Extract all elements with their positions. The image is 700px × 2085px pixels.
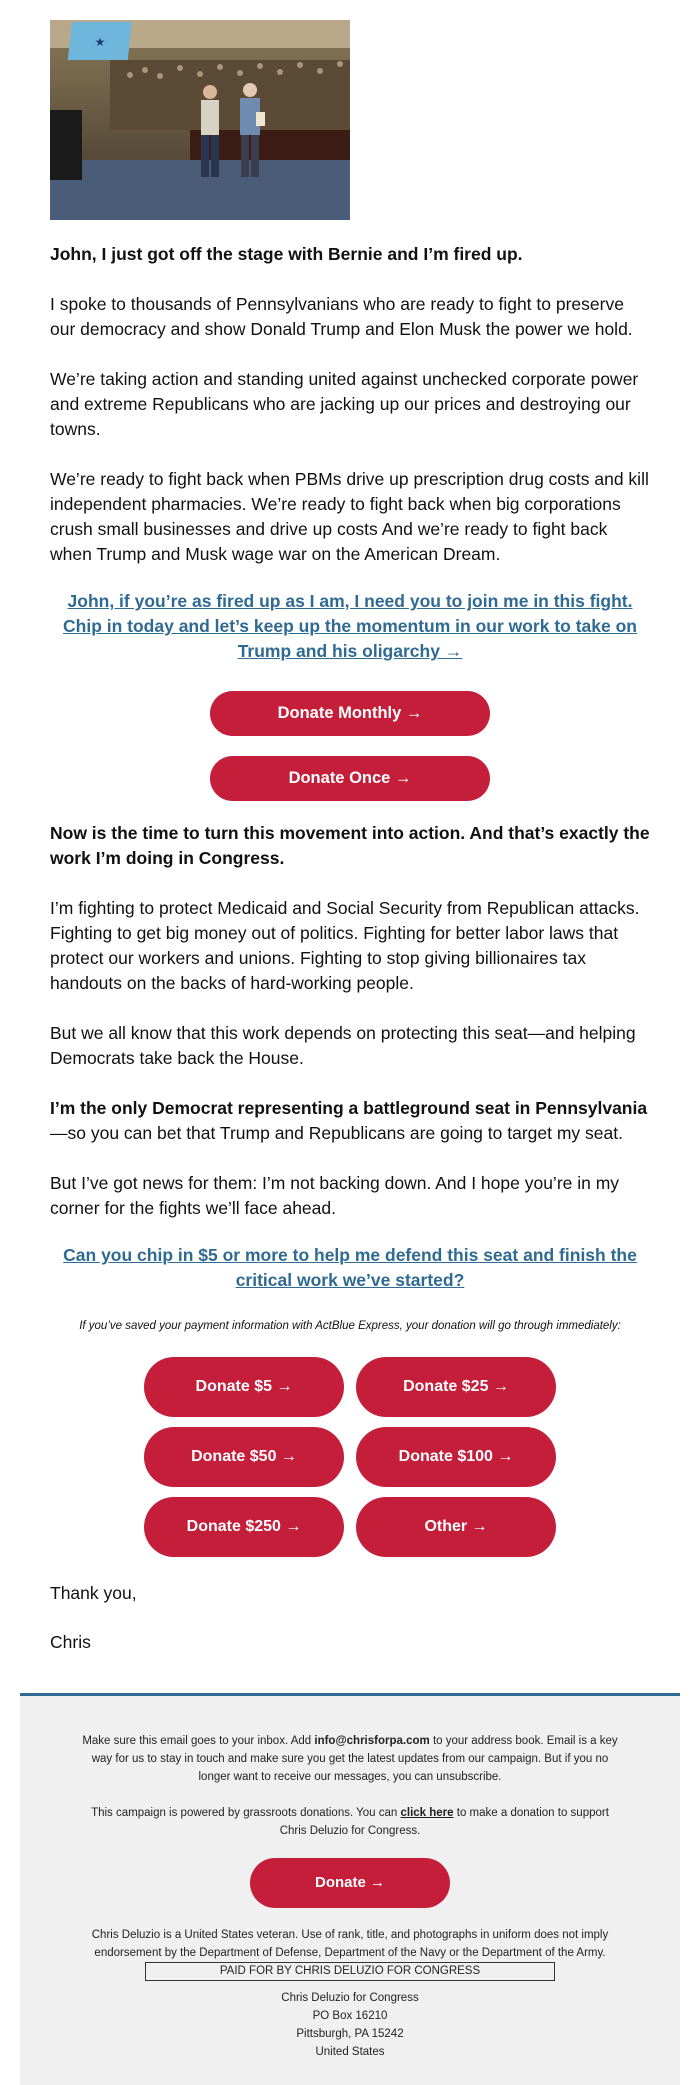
battleground-rest: —so you can bet that Trump and Republicans are going to target my seat. (50, 1123, 623, 1143)
donation-amount-grid (144, 1357, 556, 1557)
donate-monthly-button[interactable]: Donate Monthly → (210, 691, 490, 736)
donate-25-button[interactable]: Donate $25 → (356, 1357, 556, 1417)
footer-grassroots-note: This campaign is powered by grassroots donations. You can click here to make a donation to support Chris Deluzio for Congress. (91, 1807, 609, 1837)
donate-5-button[interactable]: Donate $5 → (144, 1357, 344, 1417)
donate-50-button[interactable]: Donate $50 → (144, 1427, 344, 1487)
paragraph-medicaid: I’m fighting to protect Medicaid and Social Security from Republican attacks. Fighting to get big money out of politics. Fighting for better labor laws that protect our workers and unions. Fighting to stop giving billionaires tax handouts on the backs of hard-working people. (50, 898, 640, 993)
actblue-note: If you’ve saved your payment information with ActBlue Express, your donation will go through immediately: (79, 1320, 621, 1332)
paragraph-not-backing-down: But I’ve got news for them: I’m not backing down. And I hope you’re in my corner for the fights we’ll face ahead. (50, 1173, 620, 1218)
footer-address-line-4: United States (315, 2046, 385, 2058)
paragraph-corporate-power: We’re taking action and standing united against unchecked corporate power and extreme Republicans who are jacking up our prices and destroying our towns. (50, 369, 639, 439)
screen-star-icon: ★ (94, 35, 106, 49)
paid-for-disclaimer: PAID FOR BY CHRIS DELUZIO FOR CONGRESS (145, 1962, 555, 1981)
footer-veteran-disclaimer: Chris Deluzio is a United States veteran. Use of rank, title, and photographs in uniform does not imply endorsement by the Department of Defense, Department of the Navy or the Department of the Army. (91, 1929, 609, 1959)
paragraph-democracy: I spoke to thousands of Pennsylvanians who are ready to fight to preserve our democracy and show Donald Trump and Elon Musk the power we hold. (50, 294, 633, 339)
footer-donate-button[interactable]: Donate → (250, 1858, 450, 1908)
footer-address-line-1: Chris Deluzio for Congress (281, 1992, 419, 2004)
footer-click-here-link[interactable]: click here (400, 1807, 454, 1819)
footer-inbox-note: Make sure this email goes to your inbox. Add info@chrisforpa.com to your address book. Email is a key way for us to stay in touch and make sure you get the latest updates from our campaign. But if you no longer want to receive our messages, you can unsubscribe. (82, 1735, 618, 1783)
movement-heading: Now is the time to turn this movement into action. And that’s exactly the work I’m doing in Congress. (50, 823, 650, 868)
thank-you-text: Thank you, (50, 1583, 137, 1603)
join-fight-link[interactable]: John, if you’re as fired up as I am, I need you to join me in this fight. Chip in today and let’s keep up the momentum in our work to take on Trump and his oligarchy → (63, 591, 637, 661)
donate-other-button[interactable]: Other → (356, 1497, 556, 1557)
paragraph-fight-back: We’re ready to fight back when PBMs drive up prescription drug costs and kill independent pharmacies. We’re ready to fight back when big corporations crush small businesses and drive up costs And we’re ready to fight back when Trump and Musk wage war on the American Dream. (50, 469, 649, 564)
paragraph-protect-seat: But we all know that this work depends on protecting this seat—and helping Democrats take back the House. (50, 1023, 636, 1068)
rally-photo (50, 20, 350, 220)
signature-name: Chris (50, 1632, 91, 1652)
donate-100-button[interactable]: Donate $100 → (356, 1427, 556, 1487)
footer-email-address[interactable]: info@chrisforpa.com (314, 1735, 430, 1747)
battleground-bold: I’m the only Democrat representing a battleground seat in Pennsylvania (50, 1098, 648, 1118)
donate-once-button[interactable]: Donate Once → (210, 756, 490, 801)
paragraph-battleground (50, 1096, 650, 1146)
footer-address-line-3: Pittsburgh, PA 15242 (296, 2028, 404, 2040)
intro-heading: John, I just got off the stage with Bernie and I’m fired up. (50, 244, 523, 264)
footer-address-line-2: PO Box 16210 (312, 2010, 388, 2022)
rally-photo-illustration (50, 20, 350, 220)
donate-250-button[interactable]: Donate $250 → (144, 1497, 344, 1557)
chip-in-link[interactable]: Can you chip in $5 or more to help me defend this seat and finish the critical work we’ve started? (63, 1245, 637, 1290)
email-footer (20, 1693, 680, 2085)
